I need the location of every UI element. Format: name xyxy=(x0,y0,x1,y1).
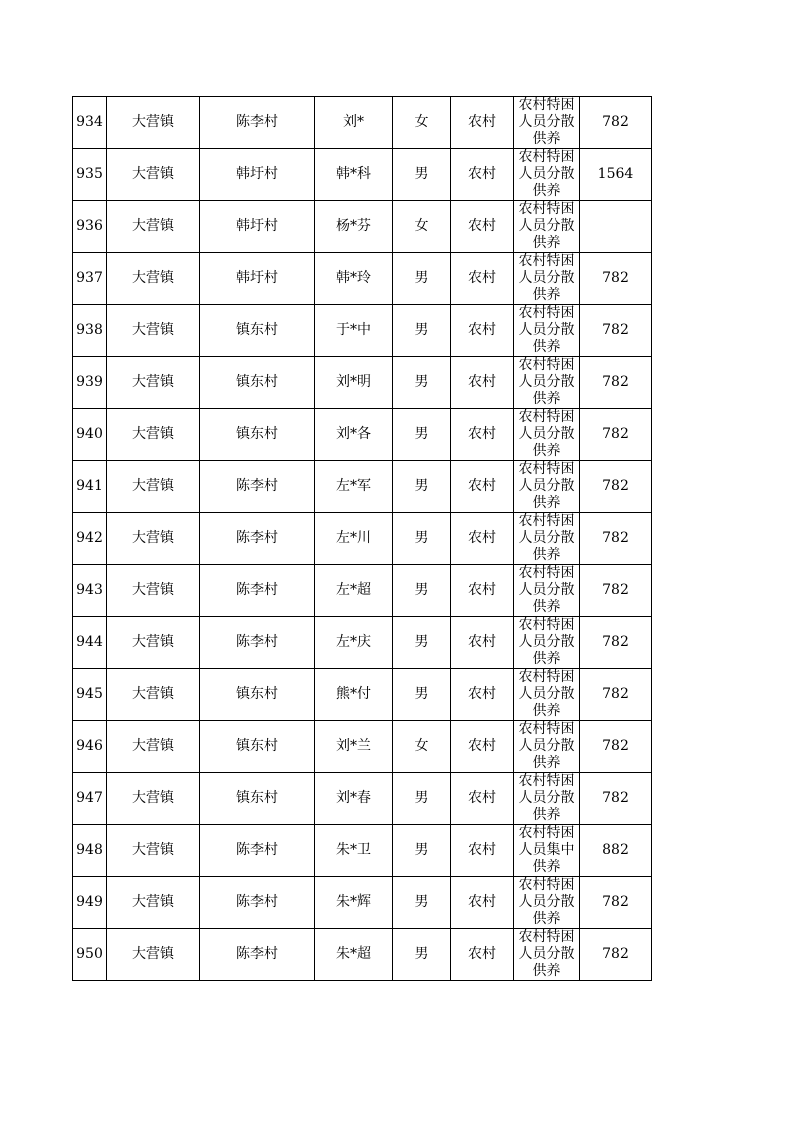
town-cell: 大营镇 xyxy=(107,149,200,201)
amount-cell: 1564 xyxy=(580,149,652,201)
area-type-cell: 农村 xyxy=(451,617,514,669)
town-cell: 大营镇 xyxy=(107,617,200,669)
gender-cell: 男 xyxy=(393,669,451,721)
row-number-cell: 934 xyxy=(73,97,107,149)
row-number-cell: 950 xyxy=(73,929,107,981)
amount-cell: 782 xyxy=(580,461,652,513)
support-category-cell xyxy=(514,669,580,721)
town-cell: 大营镇 xyxy=(107,409,200,461)
table-row xyxy=(73,253,652,305)
support-category-text: 农村特困人员分散供养 xyxy=(518,617,575,667)
town-cell: 大营镇 xyxy=(107,513,200,565)
support-category-cell xyxy=(514,409,580,461)
row-number-cell: 942 xyxy=(73,513,107,565)
support-category-cell xyxy=(514,721,580,773)
gender-cell: 男 xyxy=(393,617,451,669)
amount-cell xyxy=(580,201,652,253)
table-row xyxy=(73,721,652,773)
area-type-cell: 农村 xyxy=(451,97,514,149)
support-category-text: 农村特困人员分散供养 xyxy=(518,201,575,251)
village-cell: 陈李村 xyxy=(200,877,315,929)
support-category-text: 农村特困人员分散供养 xyxy=(518,669,575,719)
area-type-cell: 农村 xyxy=(451,357,514,409)
table-body xyxy=(73,97,652,981)
table-row xyxy=(73,773,652,825)
table-row xyxy=(73,409,652,461)
row-number-cell: 937 xyxy=(73,253,107,305)
table-row xyxy=(73,617,652,669)
town-cell: 大营镇 xyxy=(107,721,200,773)
support-category-cell xyxy=(514,253,580,305)
table-row xyxy=(73,929,652,981)
area-type-cell: 农村 xyxy=(451,513,514,565)
gender-cell: 男 xyxy=(393,513,451,565)
town-cell: 大营镇 xyxy=(107,305,200,357)
town-cell: 大营镇 xyxy=(107,773,200,825)
person-name-cell: 韩*玲 xyxy=(315,253,393,305)
town-cell: 大营镇 xyxy=(107,97,200,149)
row-number-cell: 945 xyxy=(73,669,107,721)
amount-cell: 782 xyxy=(580,513,652,565)
support-category-text: 农村特困人员分散供养 xyxy=(518,253,575,303)
amount-cell: 782 xyxy=(580,357,652,409)
support-category-text: 农村特困人员分散供养 xyxy=(518,877,575,927)
support-category-text: 农村特困人员分散供养 xyxy=(518,721,575,771)
support-category-text: 农村特困人员分散供养 xyxy=(518,149,575,199)
village-cell: 陈李村 xyxy=(200,461,315,513)
gender-cell: 男 xyxy=(393,253,451,305)
town-cell: 大营镇 xyxy=(107,461,200,513)
village-cell: 陈李村 xyxy=(200,565,315,617)
person-name-cell: 朱*辉 xyxy=(315,877,393,929)
support-category-cell xyxy=(514,357,580,409)
amount-cell: 782 xyxy=(580,565,652,617)
area-type-cell: 农村 xyxy=(451,461,514,513)
support-category-text: 农村特困人员分散供养 xyxy=(518,357,575,407)
amount-cell: 782 xyxy=(580,721,652,773)
village-cell: 韩圩村 xyxy=(200,253,315,305)
town-cell: 大营镇 xyxy=(107,669,200,721)
gender-cell: 男 xyxy=(393,773,451,825)
person-name-cell: 左*超 xyxy=(315,565,393,617)
person-name-cell: 左*川 xyxy=(315,513,393,565)
support-category-text: 农村特困人员分散供养 xyxy=(518,409,575,459)
row-number-cell: 938 xyxy=(73,305,107,357)
person-name-cell: 左*庆 xyxy=(315,617,393,669)
area-type-cell: 农村 xyxy=(451,929,514,981)
support-category-cell xyxy=(514,149,580,201)
town-cell: 大营镇 xyxy=(107,357,200,409)
village-cell: 陈李村 xyxy=(200,513,315,565)
village-cell: 镇东村 xyxy=(200,669,315,721)
support-category-text: 农村特困人员集中供养 xyxy=(518,825,575,875)
town-cell: 大营镇 xyxy=(107,201,200,253)
row-number-cell: 936 xyxy=(73,201,107,253)
table-row xyxy=(73,825,652,877)
support-category-cell xyxy=(514,565,580,617)
support-category-cell xyxy=(514,461,580,513)
village-cell: 陈李村 xyxy=(200,825,315,877)
area-type-cell: 农村 xyxy=(451,877,514,929)
village-cell: 陈李村 xyxy=(200,929,315,981)
village-cell: 镇东村 xyxy=(200,773,315,825)
amount-cell: 782 xyxy=(580,773,652,825)
gender-cell: 男 xyxy=(393,149,451,201)
support-category-cell xyxy=(514,877,580,929)
amount-cell: 782 xyxy=(580,409,652,461)
table-row xyxy=(73,149,652,201)
gender-cell: 男 xyxy=(393,409,451,461)
person-name-cell: 刘* xyxy=(315,97,393,149)
table-row xyxy=(73,201,652,253)
gender-cell: 女 xyxy=(393,201,451,253)
area-type-cell: 农村 xyxy=(451,565,514,617)
person-name-cell: 刘*明 xyxy=(315,357,393,409)
person-name-cell: 刘*各 xyxy=(315,409,393,461)
support-category-text: 农村特困人员分散供养 xyxy=(518,513,575,563)
row-number-cell: 949 xyxy=(73,877,107,929)
town-cell: 大营镇 xyxy=(107,253,200,305)
town-cell: 大营镇 xyxy=(107,877,200,929)
support-category-cell xyxy=(514,305,580,357)
gender-cell: 女 xyxy=(393,97,451,149)
support-category-cell xyxy=(514,773,580,825)
area-type-cell: 农村 xyxy=(451,773,514,825)
area-type-cell: 农村 xyxy=(451,305,514,357)
person-name-cell: 刘*春 xyxy=(315,773,393,825)
support-category-cell xyxy=(514,825,580,877)
village-cell: 镇东村 xyxy=(200,409,315,461)
village-cell: 镇东村 xyxy=(200,357,315,409)
gender-cell: 男 xyxy=(393,877,451,929)
amount-cell: 882 xyxy=(580,825,652,877)
support-category-text: 农村特困人员分散供养 xyxy=(518,565,575,615)
person-name-cell: 朱*超 xyxy=(315,929,393,981)
person-name-cell: 朱*卫 xyxy=(315,825,393,877)
gender-cell: 女 xyxy=(393,721,451,773)
area-type-cell: 农村 xyxy=(451,825,514,877)
table-row xyxy=(73,877,652,929)
village-cell: 陈李村 xyxy=(200,617,315,669)
amount-cell: 782 xyxy=(580,929,652,981)
table-row xyxy=(73,97,652,149)
village-cell: 镇东村 xyxy=(200,721,315,773)
area-type-cell: 农村 xyxy=(451,149,514,201)
amount-cell: 782 xyxy=(580,305,652,357)
person-name-cell: 韩*科 xyxy=(315,149,393,201)
row-number-cell: 943 xyxy=(73,565,107,617)
table-row xyxy=(73,669,652,721)
area-type-cell: 农村 xyxy=(451,201,514,253)
amount-cell: 782 xyxy=(580,617,652,669)
row-number-cell: 939 xyxy=(73,357,107,409)
support-category-cell xyxy=(514,201,580,253)
village-cell: 韩圩村 xyxy=(200,201,315,253)
person-name-cell: 左*军 xyxy=(315,461,393,513)
row-number-cell: 935 xyxy=(73,149,107,201)
area-type-cell: 农村 xyxy=(451,409,514,461)
person-name-cell: 熊*付 xyxy=(315,669,393,721)
table-row xyxy=(73,513,652,565)
gender-cell: 男 xyxy=(393,461,451,513)
row-number-cell: 946 xyxy=(73,721,107,773)
village-cell: 镇东村 xyxy=(200,305,315,357)
town-cell: 大营镇 xyxy=(107,825,200,877)
row-number-cell: 940 xyxy=(73,409,107,461)
amount-cell: 782 xyxy=(580,253,652,305)
person-name-cell: 刘*兰 xyxy=(315,721,393,773)
table-row xyxy=(73,357,652,409)
area-type-cell: 农村 xyxy=(451,721,514,773)
support-category-text: 农村特困人员分散供养 xyxy=(518,929,575,979)
support-category-cell xyxy=(514,929,580,981)
table-row xyxy=(73,461,652,513)
village-cell: 陈李村 xyxy=(200,97,315,149)
gender-cell: 男 xyxy=(393,357,451,409)
row-number-cell: 948 xyxy=(73,825,107,877)
area-type-cell: 农村 xyxy=(451,253,514,305)
area-type-cell: 农村 xyxy=(451,669,514,721)
support-category-text: 农村特困人员分散供养 xyxy=(518,461,575,511)
gender-cell: 男 xyxy=(393,565,451,617)
beneficiary-table xyxy=(72,96,652,981)
table-row xyxy=(73,565,652,617)
support-category-text: 农村特困人员分散供养 xyxy=(518,305,575,355)
gender-cell: 男 xyxy=(393,825,451,877)
row-number-cell: 944 xyxy=(73,617,107,669)
gender-cell: 男 xyxy=(393,929,451,981)
row-number-cell: 947 xyxy=(73,773,107,825)
amount-cell: 782 xyxy=(580,877,652,929)
village-cell: 韩圩村 xyxy=(200,149,315,201)
row-number-cell: 941 xyxy=(73,461,107,513)
town-cell: 大营镇 xyxy=(107,565,200,617)
table-row xyxy=(73,305,652,357)
support-category-cell xyxy=(514,513,580,565)
amount-cell: 782 xyxy=(580,97,652,149)
town-cell: 大营镇 xyxy=(107,929,200,981)
person-name-cell: 于*中 xyxy=(315,305,393,357)
gender-cell: 男 xyxy=(393,305,451,357)
amount-cell: 782 xyxy=(580,669,652,721)
support-category-text: 农村特困人员分散供养 xyxy=(518,97,575,147)
support-category-cell xyxy=(514,617,580,669)
person-name-cell: 杨*芬 xyxy=(315,201,393,253)
support-category-cell xyxy=(514,97,580,149)
support-category-text: 农村特困人员分散供养 xyxy=(518,773,575,823)
